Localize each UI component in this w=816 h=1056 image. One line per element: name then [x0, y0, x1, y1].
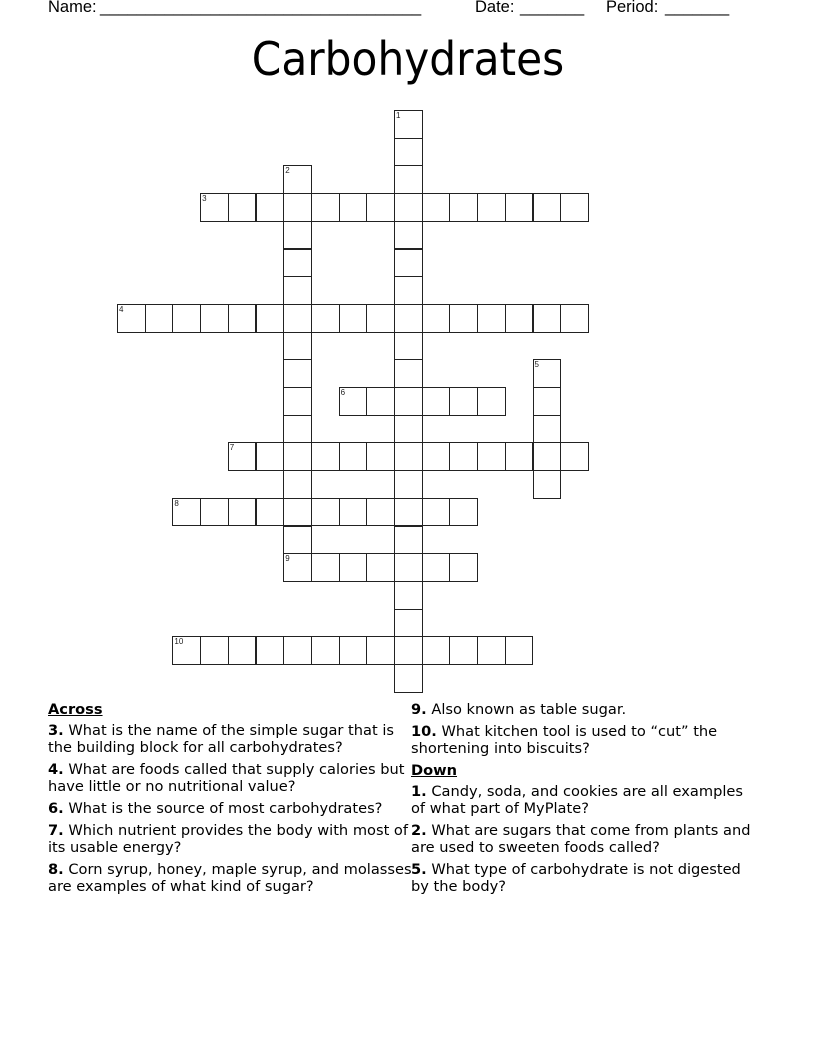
- clue-number: 8.: [48, 861, 64, 878]
- crossword-cell[interactable]: [505, 442, 534, 471]
- crossword-cell[interactable]: [394, 304, 423, 333]
- crossword-cell[interactable]: [366, 553, 395, 582]
- crossword-cell[interactable]: [283, 498, 312, 527]
- clue-number-label: 2: [285, 166, 290, 176]
- clue-text: Which nutrient provides the body with most of its usable energy?: [48, 822, 408, 856]
- crossword-cell[interactable]: [533, 442, 562, 471]
- clues-left-column: [48, 701, 412, 900]
- crossword-cell[interactable]: [394, 526, 423, 555]
- clue-number: 5.: [411, 861, 427, 878]
- clue-text: What are foods called that supply calories but have little or no nutritional value?: [48, 761, 405, 795]
- clues-right-column: [411, 701, 761, 900]
- clue-down-1: [411, 783, 761, 817]
- clue-number-label: 3: [202, 194, 207, 204]
- period-label: Period:: [606, 0, 663, 16]
- clue-text: What is the source of most carbohydrates?: [63, 800, 383, 817]
- crossword-cell[interactable]: [366, 442, 395, 471]
- period-blank[interactable]: _______: [665, 0, 730, 16]
- clue-number-label: 1: [396, 111, 401, 120]
- crossword-cell[interactable]: [505, 636, 534, 665]
- crossword-cell[interactable]: [533, 415, 562, 444]
- crossword-cell[interactable]: [283, 221, 312, 250]
- crossword-cell[interactable]: [283, 387, 312, 416]
- crossword-cell[interactable]: [283, 470, 312, 499]
- clue-across-4: [48, 761, 408, 795]
- crossword-cell[interactable]: [283, 636, 312, 665]
- crossword-cell[interactable]: [283, 359, 312, 388]
- crossword-cell[interactable]: [394, 415, 423, 444]
- crossword-cell[interactable]: [283, 332, 312, 361]
- crossword-cell[interactable]: [366, 304, 395, 333]
- clue-text: What kitchen tool is used to “cut” the shortening into biscuits?: [411, 723, 718, 757]
- crossword-cell[interactable]: [366, 498, 395, 527]
- crossword-cell[interactable]: [172, 498, 201, 527]
- crossword-cell[interactable]: [283, 276, 312, 305]
- crossword-cell[interactable]: [422, 387, 451, 416]
- crossword-cell[interactable]: [256, 442, 285, 471]
- crossword-cell[interactable]: [339, 442, 368, 471]
- clue-across-6: [48, 800, 408, 817]
- crossword-cell[interactable]: [422, 193, 451, 222]
- clue-number: 6.: [48, 800, 64, 817]
- crossword-cell[interactable]: [422, 304, 451, 333]
- clue-number: 3.: [48, 722, 64, 739]
- clue-text: What is the name of the simple sugar that is the building block for all carbohydrates?: [48, 722, 394, 756]
- crossword-cell[interactable]: [339, 193, 368, 222]
- clue-across-10: [411, 723, 761, 757]
- crossword-cell[interactable]: [366, 193, 395, 222]
- clue-number-label: 5: [534, 360, 539, 370]
- crossword-cell[interactable]: [339, 498, 368, 527]
- clue-number-label: 8: [174, 498, 179, 508]
- crossword-cell[interactable]: [339, 304, 368, 333]
- crossword-cell[interactable]: [560, 193, 589, 222]
- crossword-cell[interactable]: [200, 193, 229, 222]
- clue-number: 10.: [411, 723, 437, 740]
- crossword-cell[interactable]: [339, 636, 368, 665]
- crossword-cell[interactable]: [449, 387, 478, 416]
- crossword-cell[interactable]: [560, 442, 589, 471]
- crossword-cell[interactable]: [533, 193, 562, 222]
- crossword-cell[interactable]: [394, 110, 423, 139]
- crossword-cell[interactable]: [283, 415, 312, 444]
- crossword-cell[interactable]: [311, 193, 340, 222]
- clue-number-label: 10: [174, 637, 184, 647]
- crossword-cell[interactable]: [533, 387, 562, 416]
- date-label: Date:: [475, 0, 520, 16]
- crossword-cell[interactable]: [394, 193, 423, 222]
- crossword-cell[interactable]: [200, 498, 229, 527]
- crossword-cell[interactable]: [422, 553, 451, 582]
- crossword-cell[interactable]: [533, 304, 562, 333]
- crossword-cell[interactable]: [256, 498, 285, 527]
- crossword-cell[interactable]: [283, 165, 312, 194]
- clue-across-3: [48, 722, 408, 756]
- crossword-cell[interactable]: [477, 442, 506, 471]
- crossword-cell[interactable]: [394, 359, 423, 388]
- crossword-cell[interactable]: [394, 609, 423, 638]
- clue-number: 2.: [411, 822, 427, 839]
- crossword-cell[interactable]: [311, 498, 340, 527]
- crossword-cell[interactable]: [560, 304, 589, 333]
- crossword-cell[interactable]: [311, 442, 340, 471]
- crossword-cell[interactable]: [533, 359, 562, 388]
- crossword-cell[interactable]: [256, 193, 285, 222]
- clue-number: 9.: [411, 701, 427, 718]
- clue-across-9: [411, 701, 761, 718]
- crossword-cell[interactable]: [283, 193, 312, 222]
- across-heading: Across: [48, 701, 103, 718]
- crossword-cell[interactable]: [172, 304, 201, 333]
- crossword-cell[interactable]: [449, 553, 478, 582]
- crossword-cell[interactable]: [145, 304, 174, 333]
- crossword-cell[interactable]: [394, 553, 423, 582]
- clue-number-label: 6: [340, 388, 346, 397]
- crossword-cell[interactable]: [394, 581, 423, 610]
- crossword-cell[interactable]: [394, 442, 423, 471]
- crossword-cell[interactable]: [449, 304, 478, 333]
- crossword-cell[interactable]: [394, 664, 423, 693]
- down-heading: Down: [411, 762, 458, 779]
- crossword-cell[interactable]: [228, 636, 257, 665]
- crossword-cell[interactable]: [477, 304, 506, 333]
- crossword-cell[interactable]: [311, 553, 340, 582]
- clue-text: What type of carbohydrate is not digested by the body?: [411, 861, 741, 895]
- crossword-cell[interactable]: [449, 636, 478, 665]
- crossword-cell[interactable]: [449, 498, 478, 527]
- crossword-cell[interactable]: [394, 470, 423, 499]
- crossword-cell[interactable]: [339, 553, 368, 582]
- crossword-cell[interactable]: [283, 249, 312, 278]
- crossword-cell[interactable]: [394, 498, 423, 527]
- clue-text: What are sugars that come from plants and are used to sweeten foods called?: [411, 822, 751, 856]
- crossword-cell[interactable]: [394, 636, 423, 665]
- crossword-cell[interactable]: [422, 442, 451, 471]
- crossword-cell[interactable]: [422, 498, 451, 527]
- crossword-cell[interactable]: [533, 470, 562, 499]
- clue-number: 1.: [411, 783, 427, 800]
- crossword-cell[interactable]: [283, 553, 312, 582]
- crossword-cell[interactable]: [200, 304, 229, 333]
- crossword-cell[interactable]: [228, 498, 257, 527]
- crossword-cell[interactable]: [505, 304, 534, 333]
- crossword-cell[interactable]: [394, 387, 423, 416]
- clue-number-label: 9: [285, 554, 290, 564]
- crossword-cell[interactable]: [505, 193, 534, 222]
- clue-number: 4.: [48, 761, 64, 778]
- clue-across-8: [48, 861, 418, 895]
- clue-down-5: [411, 861, 761, 895]
- clue-down-2: [411, 822, 761, 856]
- clue-text: Corn syrup, honey, maple syrup, and molasses are examples of what kind of sugar?: [48, 861, 412, 895]
- crossword-cell[interactable]: [394, 165, 423, 194]
- crossword-cell[interactable]: [477, 387, 506, 416]
- crossword-cell[interactable]: [394, 249, 423, 278]
- clue-text: Also known as table sugar.: [426, 701, 627, 718]
- crossword-cell[interactable]: [172, 636, 201, 665]
- crossword-cell[interactable]: [339, 387, 368, 416]
- crossword-cell[interactable]: [200, 636, 229, 665]
- crossword-cell[interactable]: [394, 276, 423, 305]
- crossword-cell[interactable]: [394, 138, 423, 167]
- page-title: Carbohydrates: [251, 32, 565, 86]
- crossword-cell[interactable]: [311, 304, 340, 333]
- crossword-cell[interactable]: [256, 636, 285, 665]
- crossword-cell[interactable]: [228, 193, 257, 222]
- crossword-cell[interactable]: [311, 636, 340, 665]
- name-label: Name:: [48, 0, 102, 16]
- crossword-cell[interactable]: [283, 442, 312, 471]
- crossword-cell[interactable]: [366, 636, 395, 665]
- clue-number-label: 7: [229, 443, 235, 453]
- crossword-cell[interactable]: [256, 304, 285, 333]
- clue-text: Candy, soda, and cookies are all examples of what part of MyPlate?: [411, 783, 743, 817]
- crossword-cell[interactable]: [117, 304, 146, 333]
- crossword-cell[interactable]: [477, 636, 506, 665]
- crossword-cell[interactable]: [228, 442, 257, 471]
- crossword-cell[interactable]: [422, 636, 451, 665]
- crossword-cell[interactable]: [449, 442, 478, 471]
- crossword-cell[interactable]: [283, 304, 312, 333]
- crossword-cell[interactable]: [283, 526, 312, 555]
- crossword-cell[interactable]: [449, 193, 478, 222]
- name-blank[interactable]: ___________________________________: [100, 0, 422, 16]
- crossword-cell[interactable]: [228, 304, 257, 333]
- clue-across-7: [48, 822, 408, 856]
- crossword-cell[interactable]: [366, 387, 395, 416]
- date-blank[interactable]: _______: [520, 0, 585, 16]
- clue-number: 7.: [48, 822, 64, 839]
- clue-number-label: 4: [119, 304, 124, 314]
- crossword-cell[interactable]: [394, 332, 423, 361]
- crossword-cell[interactable]: [477, 193, 506, 222]
- crossword-cell[interactable]: [394, 221, 423, 250]
